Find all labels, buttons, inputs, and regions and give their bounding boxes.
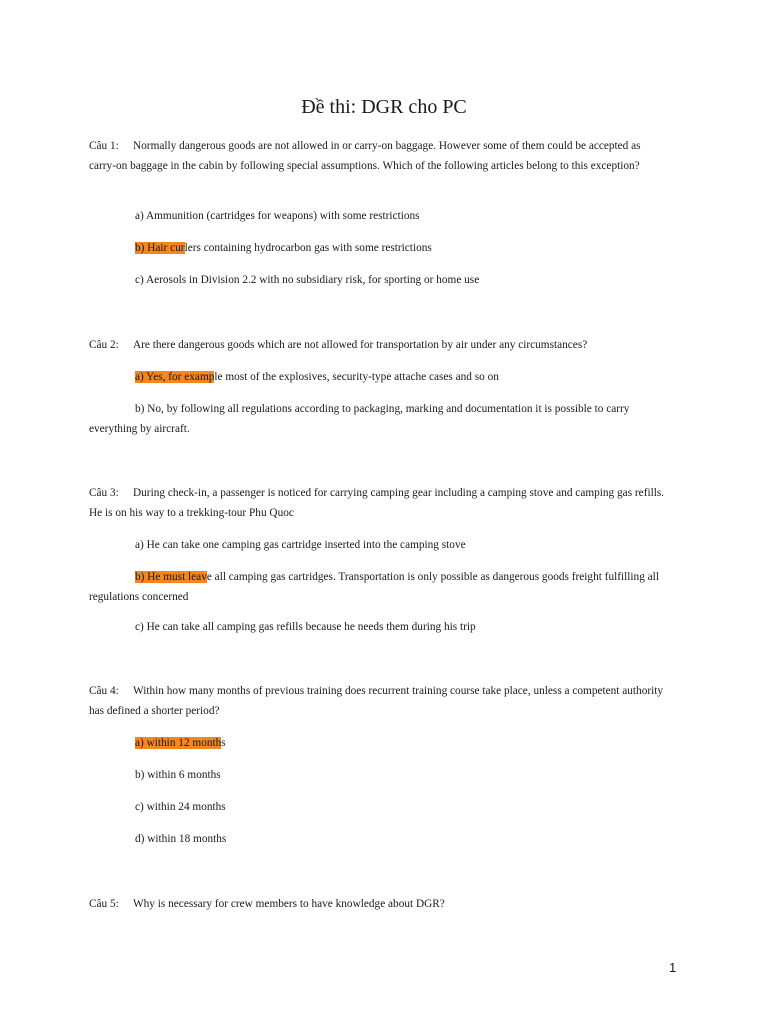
answer-text: a) Ammunition (cartridges for weapons) with some restrictions bbox=[135, 210, 420, 222]
question-5 bbox=[89, 895, 668, 915]
question-text: Normally dangerous goods are not allowed in or carry-on baggage. However some of them could be accepted as carry-on baggage in the cabin by following special assumptions. Which of the following articles belong to this exception? bbox=[89, 140, 641, 172]
answer-2b bbox=[89, 400, 668, 439]
question-text: During check-in, a passenger is noticed for carrying camping gear including a camping stove and camping gas refills. He is on his way to a trekking-tour Phu Quoc bbox=[89, 487, 665, 519]
answer-1a bbox=[89, 207, 668, 227]
question-1 bbox=[89, 137, 668, 176]
answer-4d bbox=[89, 830, 668, 850]
question-3 bbox=[89, 484, 668, 523]
answer-text: a) He can take one camping gas cartridge inserted into the camping stove bbox=[135, 539, 466, 551]
answer-text: s bbox=[221, 737, 226, 749]
answer-1b bbox=[89, 239, 668, 259]
highlight: a) Yes, for examp bbox=[135, 371, 215, 383]
question-text: Why is necessary for crew members to have knowledge about DGR? bbox=[133, 898, 445, 910]
answer-text: d) within 18 months bbox=[135, 833, 227, 845]
answer-1c bbox=[89, 271, 668, 291]
answer-2a bbox=[89, 368, 668, 388]
answer-text: le most of the explosives, security-type attache cases and so on bbox=[214, 371, 499, 383]
answer-text: b) within 6 months bbox=[135, 769, 221, 781]
question-text: Are there dangerous goods which are not allowed for transportation by air under any circumstances? bbox=[133, 339, 588, 351]
answer-text: lers containing hydrocarbon gas with some restrictions bbox=[184, 242, 432, 254]
answer-text: c) Aerosols in Division 2.2 with no subsidiary risk, for sporting or home use bbox=[135, 274, 480, 286]
question-text: Within how many months of previous training does recurrent training course take place, unless a competent authority has defined a shorter period? bbox=[89, 685, 664, 717]
question-number: Câu 1: bbox=[89, 140, 119, 152]
question-number: Câu 4: bbox=[89, 685, 119, 697]
highlight: b) Hair cur bbox=[135, 242, 185, 254]
question-number: Câu 5: bbox=[89, 898, 119, 910]
question-4 bbox=[89, 682, 668, 721]
page-number: 1 bbox=[669, 960, 677, 975]
answer-3b bbox=[89, 568, 668, 607]
answer-text: c) He can take all camping gas refills because he needs them during his trip bbox=[135, 621, 476, 633]
highlight: a) within 12 month bbox=[135, 737, 222, 749]
highlight: b) He must leav bbox=[135, 571, 207, 583]
answer-4b bbox=[89, 766, 668, 786]
page-title: Đề thi: DGR cho PC bbox=[301, 96, 467, 118]
question-number: Câu 3: bbox=[89, 487, 119, 499]
answer-text: e all camping gas cartridges. Transportation is only possible as dangerous goods freight fulfilling all regulations concerned bbox=[89, 571, 659, 603]
answer-4a bbox=[89, 734, 668, 754]
question-2 bbox=[89, 336, 668, 356]
answer-text: b) No, by following all regulations according to packaging, marking and documentation it is possible to carry everything by aircraft. bbox=[89, 403, 630, 435]
answer-4c bbox=[89, 798, 668, 818]
answer-3a bbox=[89, 536, 668, 556]
answer-3c bbox=[89, 618, 668, 638]
question-number: Câu 2: bbox=[89, 339, 119, 351]
answer-text: c) within 24 months bbox=[135, 801, 226, 813]
